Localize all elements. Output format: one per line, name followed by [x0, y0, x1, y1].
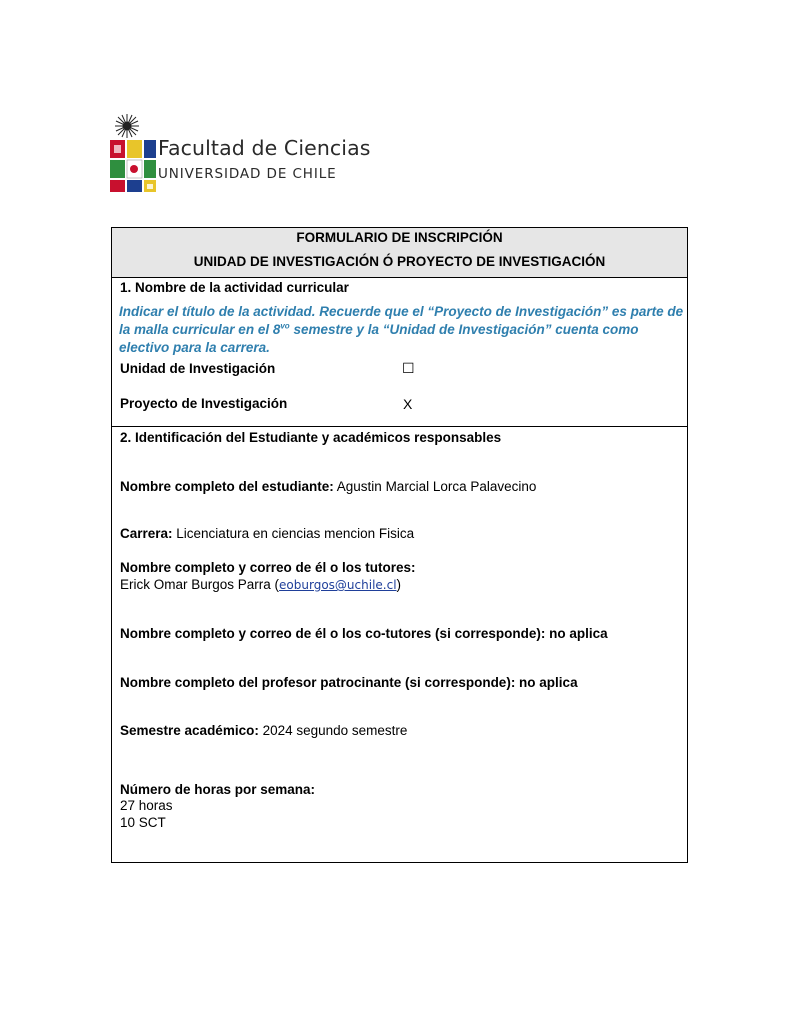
tutor-email-link[interactable]: eoburgos@uchile.cl: [279, 578, 397, 592]
student-row: [120, 479, 536, 494]
section2-heading: 2. Identificación del Estudiante y académicos responsables: [120, 430, 502, 445]
university-name: UNIVERSIDAD DE CHILE: [158, 166, 337, 182]
student-label: Nombre completo del estudiante:: [120, 479, 334, 494]
tutor-close: ): [396, 577, 402, 592]
option-unidad-label: Unidad de Investigación: [120, 361, 276, 376]
career-row: [120, 526, 414, 541]
section-divider: [112, 426, 687, 427]
cotutors-line: Nombre completo y correo de él o los co-tutores (si corresponde): no aplica: [120, 626, 608, 641]
section1-heading: 1. Nombre de la actividad curricular: [120, 280, 349, 295]
student-value: Agustin Marcial Lorca Palavecino: [333, 479, 537, 494]
option-proyecto-checkbox[interactable]: X: [403, 396, 413, 412]
form-header: [112, 228, 687, 278]
hours-label: Número de horas por semana:: [120, 782, 316, 797]
faculty-name: Facultad de Ciencias: [158, 136, 371, 160]
section1-instruction: Indicar el título de la actividad. Recuerde que el “Proyecto de Investigación” es parte de la malla curricular en el $8^{vo}$ semestre y la “Unidad de Investigación” cuenta como electivo para la carrera.: [119, 304, 684, 355]
semester-row: [120, 723, 407, 738]
option-proyecto-label: Proyecto de Investigación: [120, 396, 288, 411]
tutor-name: Erick Omar Burgos Parra (: [120, 577, 280, 592]
sponsor-line: Nombre completo del profesor patrocinante (si corresponde): no aplica: [120, 675, 578, 690]
star-emblem-icon: [115, 114, 139, 138]
registration-form: [111, 227, 688, 863]
semester-label: Semestre académico:: [120, 723, 259, 738]
career-value: Licenciatura en ciencias mencion Fisica: [172, 526, 415, 541]
career-label: Carrera:: [120, 526, 173, 541]
sct-value: 10 SCT: [120, 815, 166, 830]
option-unidad-checkbox[interactable]: ☐: [402, 360, 415, 376]
form-subtitle: UNIDAD DE INVESTIGACIÓN Ó PROYECTO DE INVESTIGACIÓN: [193, 254, 606, 269]
hours-value: 27 horas: [120, 798, 173, 813]
shield-icon: [110, 140, 156, 192]
form-title: FORMULARIO DE INSCRIPCIÓN: [296, 230, 503, 245]
tutors-label: Nombre completo y correo de él o los tutores:: [120, 560, 416, 575]
semester-value: 2024 segundo semestre: [258, 723, 408, 738]
tutor-row: [120, 577, 401, 592]
